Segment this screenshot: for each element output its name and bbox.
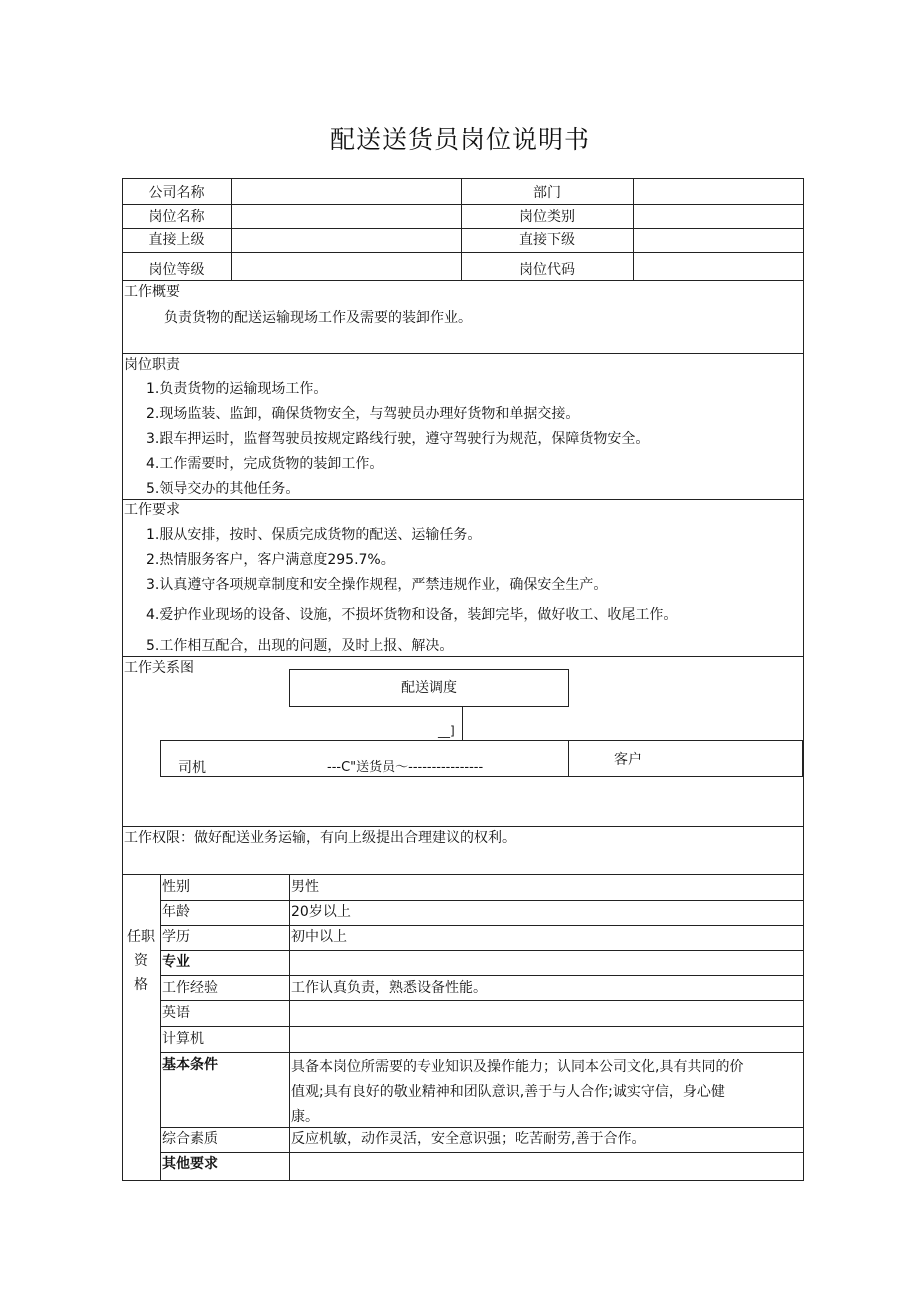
qual-label-major: 专业 <box>162 954 190 970</box>
qual-bottom <box>122 1180 804 1181</box>
duty-item: 5.领导交办的其他任务。 <box>146 481 300 497</box>
relation-divider <box>122 826 804 827</box>
position-category-label: 岗位类别 <box>519 209 575 225</box>
department-label: 部门 <box>533 185 561 201</box>
requirement-item: 4.爱护作业现场的设备、设施，不损坏货物和设备，装卸完毕，做好收工、收尾工作。 <box>146 607 678 623</box>
authority-text: 工作权限：做好配送业务运输，有向上级提出合理建议的权利。 <box>124 830 516 846</box>
connector-mark: __] <box>438 724 455 738</box>
qual-vline-1 <box>160 874 161 1181</box>
relation-heading: 工作关系图 <box>124 660 194 676</box>
direct-subordinate-label: 直接下级 <box>519 232 575 248</box>
qual-hline <box>160 925 803 926</box>
qual-label-overall-quality: 综合素质 <box>162 1131 218 1147</box>
header-vline-3 <box>633 178 634 281</box>
qual-hline <box>160 1026 803 1027</box>
qual-label-english: 英语 <box>162 1005 190 1021</box>
driver-label: 司机 <box>178 760 206 776</box>
qual-value-basic-conditions: 康。 <box>291 1109 319 1125</box>
qual-hline <box>160 1052 803 1053</box>
dispatch-label: 配送调度 <box>401 680 457 696</box>
requirement-item: 3.认真遵守各项规章制度和安全操作规程，严禁违规作业，确保安全生产。 <box>146 577 608 593</box>
qual-hline <box>160 950 803 951</box>
company-name-label: 公司名称 <box>148 185 205 201</box>
duty-item: 4.工作需要时，完成货物的装卸工作。 <box>146 456 384 472</box>
authority-divider <box>122 874 804 875</box>
qualifications-heading: 任职 <box>127 929 155 945</box>
duties-heading: 岗位职责 <box>124 357 180 373</box>
qual-label-education: 学历 <box>162 929 190 945</box>
qual-hline <box>160 1152 803 1153</box>
qual-value-education: 初中以上 <box>291 929 347 945</box>
requirement-item: 5.工作相互配合，出现的问题，及时上报、解决。 <box>146 638 454 654</box>
position-code-label: 岗位代码 <box>519 262 575 278</box>
position-grade-label: 岗位等级 <box>148 262 205 278</box>
position-name-label: 岗位名称 <box>148 209 205 225</box>
customer-label: 客户 <box>614 752 642 768</box>
duty-item: 3.跟车押运时，监督驾驶员按规定路线行驶，遵守驾驶行为规范，保障货物安全。 <box>146 431 650 447</box>
requirements-heading: 工作要求 <box>124 502 180 518</box>
qual-value-basic-conditions: 值观;具有良好的敬业精神和团队意识,善于与人合作;诚实守信，身心健 <box>291 1084 725 1100</box>
qual-value-overall-quality: 反应机敏，动作灵活，安全意识强；吃苦耐劳,善于合作。 <box>291 1131 646 1147</box>
qual-label-other: 其他要求 <box>162 1156 218 1172</box>
overview-heading: 工作概要 <box>124 284 180 300</box>
page-title: 配送送货员岗位说明书 <box>329 125 590 154</box>
qual-hline <box>160 975 803 976</box>
qual-value-basic-conditions: 具备本岗位所需要的专业知识及操作能力；认同本公司文化,具有共同的价 <box>291 1059 744 1075</box>
requirement-item: 1.服从安排，按时、保质完成货物的配送、运输任务。 <box>146 527 482 543</box>
qual-label-computer: 计算机 <box>162 1031 204 1047</box>
qual-label-experience: 工作经验 <box>162 980 218 996</box>
qualifications-heading: 格 <box>134 977 148 993</box>
overview-divider <box>122 353 804 354</box>
header-hline-1 <box>122 204 804 205</box>
qual-label-basic-conditions: 基本条件 <box>162 1057 218 1073</box>
duty-item: 1.负责货物的运输现场工作。 <box>146 381 328 397</box>
duties-divider <box>122 499 804 500</box>
qual-value-age: 20岁以上 <box>291 904 351 920</box>
connector-line <box>462 707 463 741</box>
header-hline-3 <box>122 252 804 253</box>
qualifications-heading: 资 <box>134 953 148 969</box>
body-left-border <box>122 280 123 1181</box>
qual-hline <box>160 1127 803 1128</box>
requirements-divider <box>122 656 804 657</box>
qual-hline <box>160 1000 803 1001</box>
delivery-person-label: ---C"送货员～---------------- <box>327 760 484 775</box>
diagram-row-divider <box>568 740 569 777</box>
direct-superior-label: 直接上级 <box>148 232 205 248</box>
header-hline-2 <box>122 228 804 229</box>
qual-value-gender: 男性 <box>291 879 319 895</box>
body-right-border <box>803 280 804 1181</box>
duty-item: 2.现场监装、监卸，确保货物安全，与驾驶员办理好货物和单据交接。 <box>146 406 580 422</box>
requirement-item: 2.热情服务客户，客户满意度295.7%。 <box>146 552 395 568</box>
header-vline-1 <box>231 178 232 281</box>
qual-label-gender: 性别 <box>162 879 190 895</box>
qual-value-experience: 工作认真负责，熟悉设备性能。 <box>291 980 487 996</box>
qual-hline <box>160 900 803 901</box>
overview-text: 负责货物的配送运输现场工作及需要的装卸作业。 <box>164 310 472 326</box>
qual-label-age: 年龄 <box>162 904 190 920</box>
qual-vline-2 <box>289 874 290 1181</box>
